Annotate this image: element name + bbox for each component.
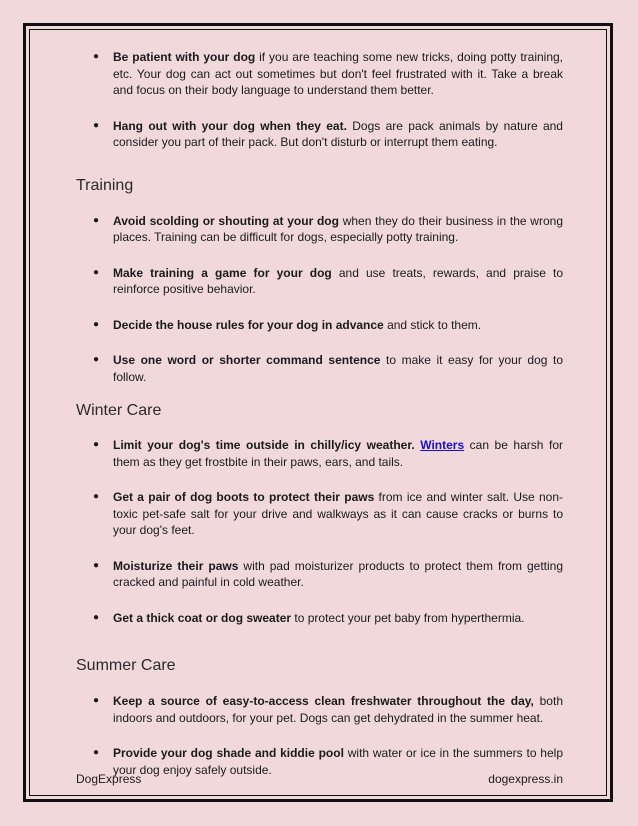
list-item: ● Use one word or shorter command sentence to make it easy for your dog to follow. — [93, 353, 564, 384]
bullet-icon: ● — [93, 491, 100, 502]
list-item: ● Hang out with your dog when they eat. Dogs are pack animals by nature and consider you part of their pack. But don't disturb or interrupt them eating. — [93, 118, 563, 149]
list-item: ● Be patient with your dog if you are teaching some new tricks, doing potty training, etc. Your dog can act out sometimes but don't feel frustrated with it. Take a break and focus on their body language to understand them better. — [93, 50, 564, 97]
bullet-icon: ● — [93, 119, 100, 131]
section-heading-training: Training — [76, 176, 134, 194]
bullet-icon: ● — [93, 318, 100, 330]
bullet-icon: ● — [93, 266, 100, 278]
intro-list — [76, 49, 563, 151]
list-item: ● Decide the house rules for your dog in advance and stick to them. — [93, 317, 482, 332]
list-item: ● Moisturize their paws with pad moisturizer products to protect them from getting cracked and painful in cold weather. — [93, 558, 563, 589]
bullet-icon: ● — [93, 611, 100, 623]
bullet-icon: ● — [93, 747, 100, 758]
document-body — [76, 49, 563, 778]
list-item: ● Make training a game for your dog and use treats, rewards, and praise to reinforce positive behavior. — [93, 265, 563, 296]
bullet-icon: ● — [93, 51, 100, 62]
winters-link[interactable]: Winters — [420, 438, 465, 452]
list-item: ● Limit your dog's time outside in chilly/icy weather. Winters can be harsh for them as they get frostbite in their paws, ears, and tails. — [93, 438, 563, 469]
list-item: ● Get a pair of dog boots to protect their paws from ice and winter salt. Use non-toxic pet-safe salt for your drive and walkways as it can cause cracks or burns to your dog's feet. — [93, 490, 563, 537]
training-list — [76, 213, 563, 386]
footer-brand: DogExpress — [76, 772, 142, 786]
bullet-icon: ● — [93, 214, 100, 226]
list-item: ● Provide your dog shade and kiddie pool with water or ice in the summers to help your dog enjoy safely outside. — [93, 746, 563, 777]
footer-url: dogexpress.in — [488, 772, 563, 786]
page-footer — [76, 772, 563, 786]
summer-list — [76, 693, 563, 778]
bullet-icon: ● — [93, 559, 100, 571]
list-item: ● Get a thick coat or dog sweater to protect your pet baby from hyperthermia. — [93, 610, 525, 625]
section-heading-summer-care: Summer Care — [76, 657, 176, 674]
list-item: ● Keep a source of easy-to-access clean freshwater throughout the day, both indoors and outdoors, for your pet. Dogs can get dehydrated in the summer heat. — [93, 694, 563, 725]
bullet-icon: ● — [93, 695, 100, 706]
bullet-icon: ● — [93, 354, 100, 365]
bullet-icon: ● — [93, 439, 100, 450]
winter-list — [76, 437, 563, 626]
list-item: ● Avoid scolding or shouting at your dog when they do their business in the wrong places. Training can be difficult for dogs, especially potty training. — [93, 213, 563, 244]
section-heading-winter-care: Winter Care — [76, 402, 162, 419]
